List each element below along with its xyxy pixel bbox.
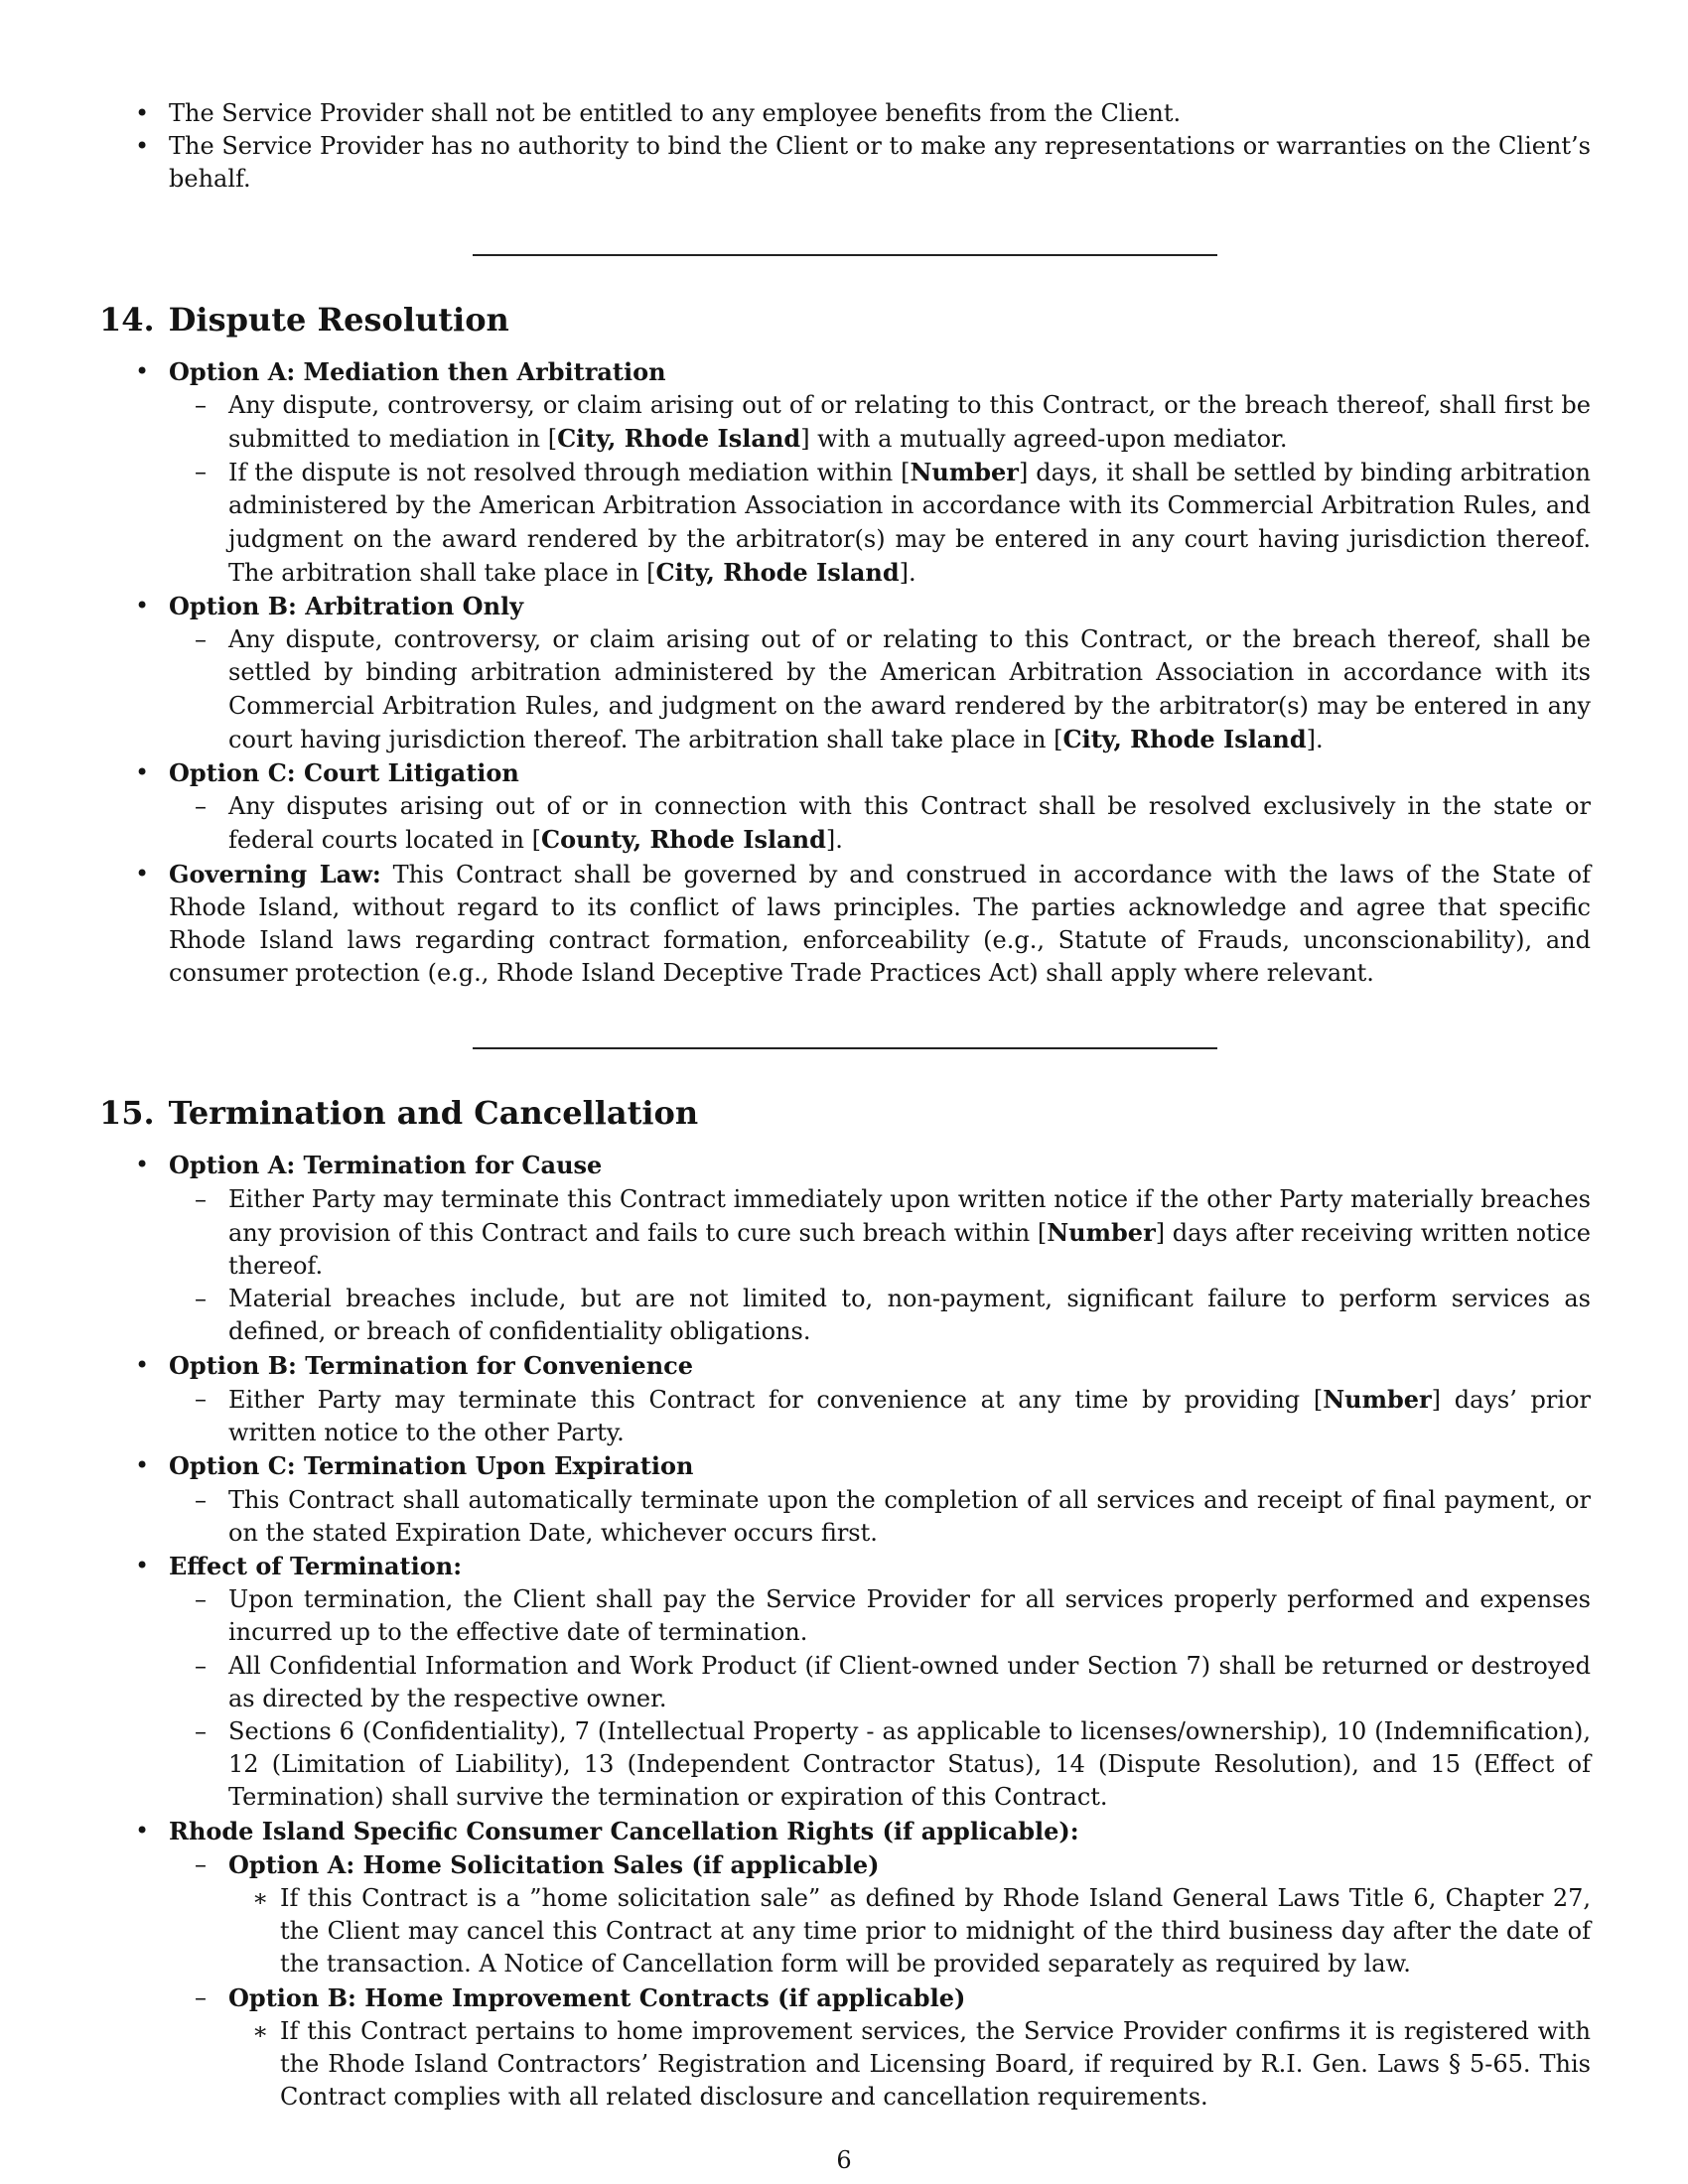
list-item [99,1550,1591,1815]
list-item: – Any dispute, controversy, or claim arising out of or relating to this Contract, or the breach thereof, shall be settled by binding arbitration administered by the American Arbitration Association in accordance with its Commercial Arbitration Rules, and judgment on the award rendered by the arbitrator(s) may be entered in any court having jurisdiction thereof. The arbitration shall take place in [City, Rhode Island]. [169,623,1591,756]
option-subheading: Option B: Home Improvement Contracts (if applicable) [228,1982,966,2012]
list-item: – Either Party may terminate this Contract immediately upon written notice if the other Party materially breaches any provision of this Contract and fails to cure such breach within [Number] days after receiving written notice thereof. [169,1183,1591,1284]
placeholder-field: Number [910,458,1019,487]
placeholder-field: City, Rhode Island [1062,724,1307,753]
page-number: 6 [836,2146,852,2174]
list-item [99,1815,1591,2115]
list-item: – Sections 6 (Confidentiality), 7 (Intellectual Property - as applicable to licenses/ownership), 10 (Indemnification), 12 (Limitation of Liability), 13 (Independent Contractor Status), 14 (Dispute Resolution), and 15 (Effect of Termination) shall survive the termination or expiration of this Contract. [169,1715,1591,1815]
list-item: – Any disputes arising out of or in connection with this Contract shall be resolved exclusively in the state or federal courts located in [County, Rhode Island]. [169,790,1591,857]
placeholder-field: City, Rhode Island [655,557,900,587]
section-number: 15. [99,1094,155,1133]
list-item [169,1848,1591,1981]
placeholder-field: County, Rhode Island [541,825,826,855]
list-item: ∗ If this Contract is a ”home solicitation sale” as defined by Rhode Island General Laws Title 6, Chapter 27, the Client may cancel this Contract at any time prior to midnight of the third business day after the date of the transaction. A Notice of Cancellation form will be provided separately as required by law. [228,1882,1591,1981]
list-item [99,590,1591,756]
list-item [99,355,1591,590]
list-item [169,1981,1591,2115]
page-content [99,97,1591,2114]
option-heading: Option C: Court Litigation [169,758,519,788]
list-item: – Either Party may terminate this Contract for convenience at any time by providing [Number] days’ prior written notice to the other Party. [169,1383,1591,1449]
option-heading: Option B: Arbitration Only [169,592,524,621]
list-item: – If the dispute is not resolved through mediation within [Number] days, it shall be settled by binding arbitration administered by the American Arbitration Association in accordance with its Commercial Arbitration Rules, and judgment on the award rendered by the arbitrator(s) may be entered in any court having jurisdiction thereof. The arbitration shall take place in [City, Rhode Island]. [169,456,1591,590]
list-item: – Material breaches include, but are not limited to, non-payment, significant failure to perform services as defined, or breach of confidentiality obligations. [169,1283,1591,1348]
section-14-list [99,355,1591,991]
list-item: • The Service Provider shall not be entitled to any employee benefits from the Client. [99,97,1591,130]
option-heading: Option A: Mediation then Arbitration [169,356,666,386]
list-item [99,1349,1591,1450]
section-15-list [99,1149,1591,2114]
section-title: Termination and Cancellation [168,1094,699,1133]
option-heading: Option C: Termination Upon Expiration [169,1451,694,1481]
section-15-heading [99,1093,1591,1133]
list-item: – All Confidential Information and Work Product (if Client-owned under Section 7) shall be returned or destroyed as directed by the respective owner. [169,1650,1591,1715]
horizontal-rule [473,254,1217,256]
option-heading: Option A: Termination for Cause [169,1151,603,1180]
list-item: • Governing Law: This Contract shall be governed by and construed in accordance with the laws of the State of Rhode Island, without regard to its conflict of laws principles. The parties acknowledge and agree that specific Rhode Island laws regarding contract formation, enforceability (e.g., Statute of Frauds, unconscionability), and consumer protection (e.g., Rhode Island Deceptive Trade Practices Act) shall apply where relevant. [99,858,1591,991]
section-number: 14. [99,300,155,339]
horizontal-rule [473,1047,1217,1049]
list-item: • The Service Provider has no authority to bind the Client or to make any representations or warranties on the Client’s behalf. [99,130,1591,196]
section-14-heading [99,300,1591,340]
placeholder-field: Number [1323,1384,1432,1414]
governing-law-label: Governing Law: [169,859,381,888]
list-item [99,1149,1591,1348]
option-heading: Effect of Termination: [169,1551,463,1580]
list-item: – Any dispute, controversy, or claim arising out of or relating to this Contract, or the breach thereof, shall first be submitted to mediation in [City, Rhode Island] with a mutually agreed-upon mediator. [169,389,1591,456]
intro-list [99,97,1591,197]
list-item [99,756,1591,858]
list-item [99,1449,1591,1550]
option-heading: Rhode Island Specific Consumer Cancellation Rights (if applicable): [169,1816,1079,1845]
option-subheading: Option A: Home Solicitation Sales (if applicable) [228,1849,880,1879]
option-heading: Option B: Termination for Convenience [169,1350,694,1380]
placeholder-field: City, Rhode Island [557,424,801,454]
placeholder-field: Number [1047,1217,1156,1247]
list-item: – This Contract shall automatically terminate upon the completion of all services and receipt of final payment, or on the stated Expiration Date, whichever occurs first. [169,1484,1591,1550]
list-item: ∗ If this Contract pertains to home improvement services, the Service Provider confirms it is registered with the Rhode Island Contractors’ Registration and Licensing Board, if required by R.I. Gen. Laws § 5-65. This Contract complies with all related disclosure and cancellation requirements. [228,2015,1591,2115]
section-title: Dispute Resolution [168,300,509,339]
list-item: – Upon termination, the Client shall pay the Service Provider for all services properly performed and expenses incurred up to the effective date of termination. [169,1583,1591,1649]
